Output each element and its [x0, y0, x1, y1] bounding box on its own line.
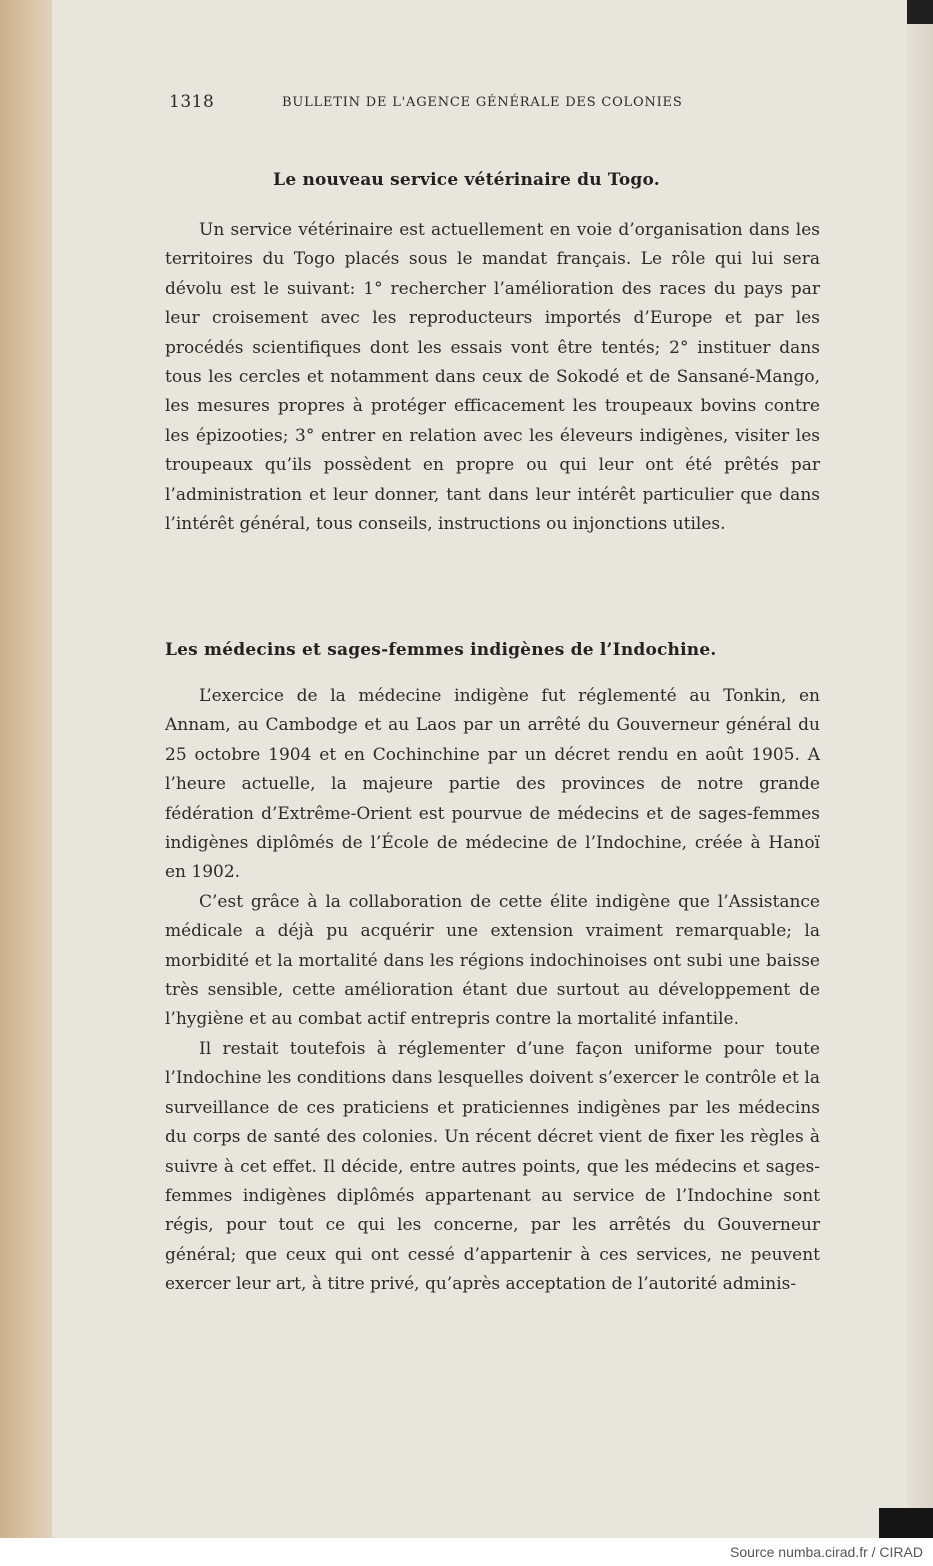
- running-title: BULLETIN DE L'AGENCE GÉNÉRALE DES COLONIES: [282, 95, 683, 110]
- section-body-togo: [165, 216, 820, 539]
- page-header: [169, 92, 819, 120]
- page-left-edge: [0, 0, 53, 1538]
- source-credit: Source numba.cirad.fr / CIRAD: [730, 1544, 923, 1560]
- paragraph-indochine-2: C’est grâce à la collaboration de cette élite indigène que l’Assistance médicale a déjà pu acquérir une extension vraiment remarquable; la morbidité et la mortalité dans les régions indochinoises ont subi une baisse très sensible, cette amélioration étant due surtout au développement de l’hygiène et au combat actif entrepris contre la mortalité infantile.: [165, 891, 820, 1030]
- page-right-edge: [907, 24, 933, 1508]
- paragraph-indochine-3: Il restait toutefois à réglementer d’une façon uniforme pour toute l’Indochine les conditions dans lesquelles doivent s’exercer le contrôle et la surveillance de ces praticiens et praticiennes indigènes par les médecins du corps de santé des colonies. Un récent décret vient de fixer les règles à suivre à cet effet. Il décide, entre autres points, que les médecins et sages-femmes indigènes diplômés appartenant au service de l’Indochine sont régis, pour tout ce qui les concerne, par les arrêtés du Gouverneur général; que ceux qui ont cessé d’appartenir à ces services, ne peuvent exercer leur art, à titre privé, qu’après acceptation de l’autorité adminis-: [165, 1038, 820, 1295]
- page-number: 1318: [169, 92, 215, 112]
- scan-border-bottom-right: [879, 1508, 933, 1538]
- paragraph-togo-1: Un service vétérinaire est actuellement en voie d’organisation dans les territoires du Togo placés sous le mandat français. Le rôle qui lui sera dévolu est le suivant: 1° rechercher l’amélioration des races du pays par leur croisement avec les reproducteurs importés d’Europe et par les procédés scientifiques dont les essais vont être tentés; 2° instituer dans tous les cercles et notamment dans ceux de Sokodé et de Sansané-Mango, les mesures propres à protéger efficacement les troupeaux bovins contre les épizooties; 3° entrer en relation avec les éleveurs indigènes, visiter les troupeaux qu’ils possèdent en propre ou qui leur ont été prêtés par l’administration et leur donner, tant dans leur intérêt particulier que dans l’intérêt général, tous conseils, instructions ou injonctions utiles.: [165, 220, 820, 535]
- scan-border-top-right: [907, 0, 933, 24]
- section-body-indochine: [165, 682, 820, 1300]
- section-title-togo: Le nouveau service vétérinaire du Togo.: [273, 170, 660, 190]
- paragraph-indochine-1: L’exercice de la médecine indigène fut réglementé au Tonkin, en Annam, au Cambodge et au Laos par un arrêté du Gouverneur général du 25 octobre 1904 et en Cochinchine par un décret rendu en août 1905. A l’heure actuelle, la majeure partie des provinces de notre grande fédération d’Extrême-Orient est pourvue de médecins et de sages-femmes indigènes diplômés de l’École de médecine de l’Indochine, créée à Hanoï en 1902.: [165, 686, 820, 883]
- section-title-indochine: Les médecins et sages-femmes indigènes de l’Indochine.: [165, 640, 717, 660]
